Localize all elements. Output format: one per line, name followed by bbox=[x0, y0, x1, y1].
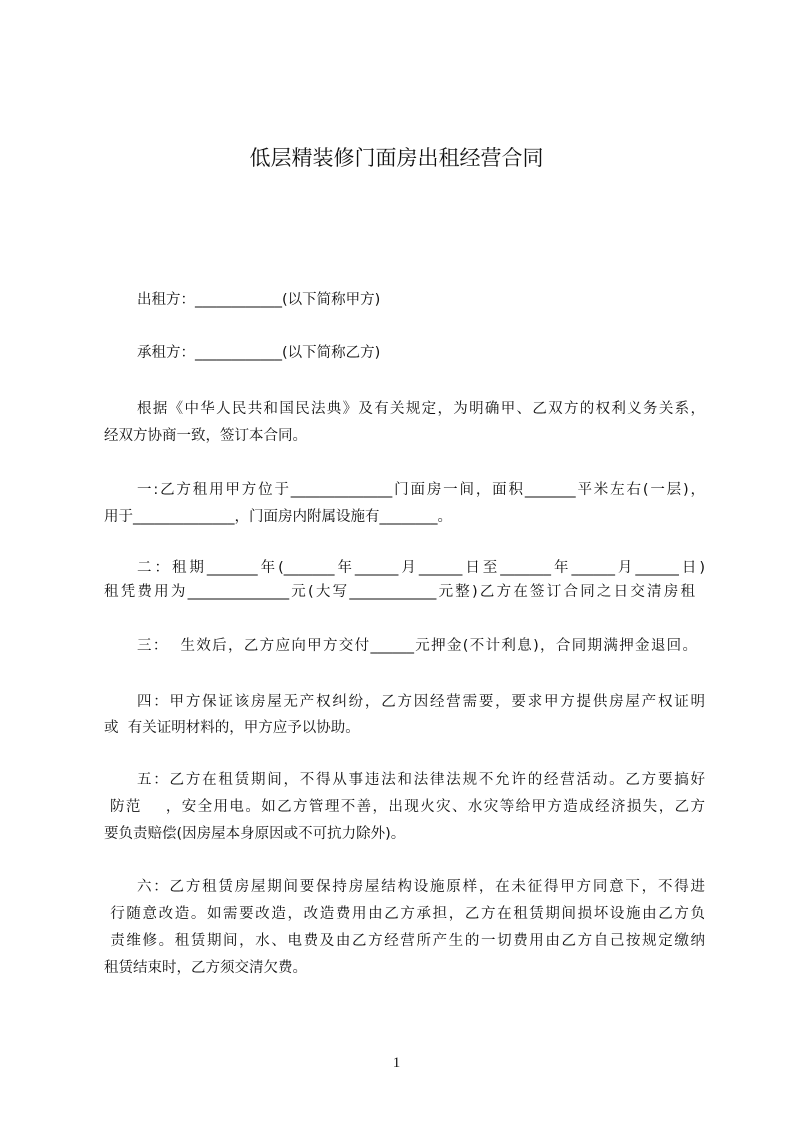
clause2-line-1: 二：租期_______年(_______年______月______日至_______年______月______日) bbox=[137, 560, 705, 576]
clause6-line-4: 租赁结束时，乙方须交清欠费。 bbox=[104, 960, 307, 976]
clause5-line-1: 五：乙方在租赁期间，不得从事违法和法律法规不允许的经营活动。乙方要搞好 bbox=[137, 772, 705, 788]
page-number: 1 bbox=[392, 1055, 401, 1071]
clause1-line-2: 用于______________，门面房内附属设施有________。 bbox=[104, 509, 452, 525]
intro-line-1: 根据《中华人民共和国民法典》及有关规定，为明确甲、乙双方的权利义务关系， bbox=[137, 401, 705, 417]
clause4-line-2: 或 有关证明材料的，甲方应予以协助。 bbox=[104, 720, 360, 736]
clause5-line-2: 防范 ，安全用电。如乙方管理不善，出现火灾、水灾等给甲方造成经济损失，乙方 bbox=[104, 799, 705, 815]
clause5-line-3: 要负责赔偿(因房屋本身原因或不可抗力除外)。 bbox=[104, 826, 406, 842]
clause2-line-2: 租凭费用为______________元(大写____________元整)乙方在签订合同之日交清房租 bbox=[104, 584, 695, 600]
clause4-line-1: 四：甲方保证该房屋无产权纠纷，乙方因经营需要，要求甲方提供房屋产权证明 bbox=[137, 694, 705, 710]
clause6-line-3: 责维修。租赁期间，水、电费及由乙方经营所产生的一切费用由乙方自己按规定缴纳 bbox=[104, 933, 705, 949]
clause3-line-1: 三： 生效后，乙方应向甲方交付______元押金(不计利息)，合同期满押金退回。 bbox=[137, 638, 697, 654]
clause1-line-1: 一:乙方租用甲方位于______________门面房一间，面积_______平米左右(一层)， bbox=[137, 482, 705, 498]
clause6-line-1: 六：乙方租赁房屋期间要保持房屋结构设施原样，在未征得甲方同意下，不得进 bbox=[137, 879, 705, 895]
document-title: 低层精装修门面房出租经营合同 bbox=[249, 146, 544, 170]
intro-line-2: 经双方协商一致，签订本合同。 bbox=[104, 428, 307, 444]
lessee-line: 承租方：____________(以下简称乙方) bbox=[137, 345, 381, 361]
clause6-line-2: 行随意改造。如需要改造，改造费用由乙方承担，乙方在租赁期间损坏设施由乙方负 bbox=[104, 906, 705, 922]
lessor-line: 出租方：____________(以下简称甲方) bbox=[137, 292, 381, 308]
